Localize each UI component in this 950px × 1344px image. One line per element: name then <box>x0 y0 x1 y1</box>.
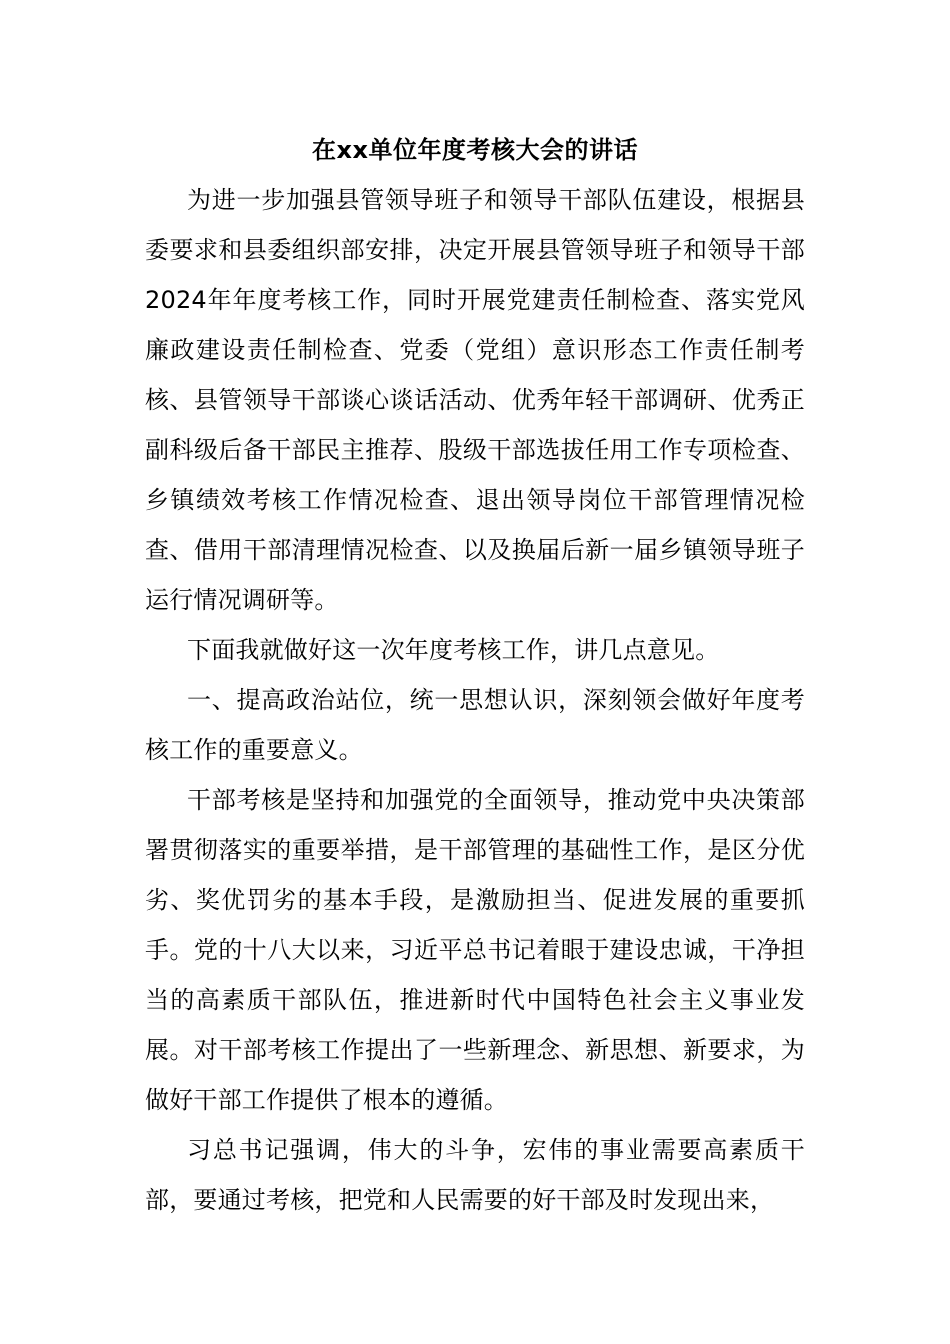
document-title: 在xx单位年度考核大会的讲话 <box>312 136 638 164</box>
paragraph-cadre-assessment: 干部考核是坚持和加强党的全面领导，推动党中央决策部署贯彻落实的重要举措，是干部管理的基础性工作，是区分优劣、奖优罚劣的基本手段，是激励担当、促进发展的重要抓手。党的十八大以来，习近平总书记着眼于建设忠诚，干净担当的高素质干部队伍，推进新时代中国特色社会主义事业发展。对干部考核工作提出了一些新理念、新思想、新要求，为做好干部工作提供了根本的遵循。 <box>145 786 805 1114</box>
paragraph-xi-emphasis: 习总书记强调，伟大的斗争，宏伟的事业需要高素质干部，要通过考核，把党和人民需要的好干部及时发现出来， <box>145 1136 805 1214</box>
document-body <box>145 175 805 1225</box>
section-heading-1: 一、提高政治站位，统一思想认识，深刻领会做好年度考核工作的重要意义。 <box>145 686 805 764</box>
paragraph-opinions: 下面我就做好这一次年度考核工作，讲几点意见。 <box>187 636 720 664</box>
paragraph-intro: 为进一步加强县管领导班子和领导干部队伍建设，根据县委要求和县委组织部安排，决定开展县管领导班子和领导干部2024年年度考核工作，同时开展党建责任制检查、落实党风廉政建设责任制检查、党委（党组）意识形态工作责任制考核、县管领导干部谈心谈话活动、优秀年轻干部调研、优秀正副科级后备干部民主推荐、股级干部选拔任用工作专项检查、乡镇绩效考核工作情况检查、退出领导岗位干部管理情况检查、借用干部清理情况检查、以及换届后新一届乡镇领导班子运行情况调研等。 <box>145 186 805 614</box>
